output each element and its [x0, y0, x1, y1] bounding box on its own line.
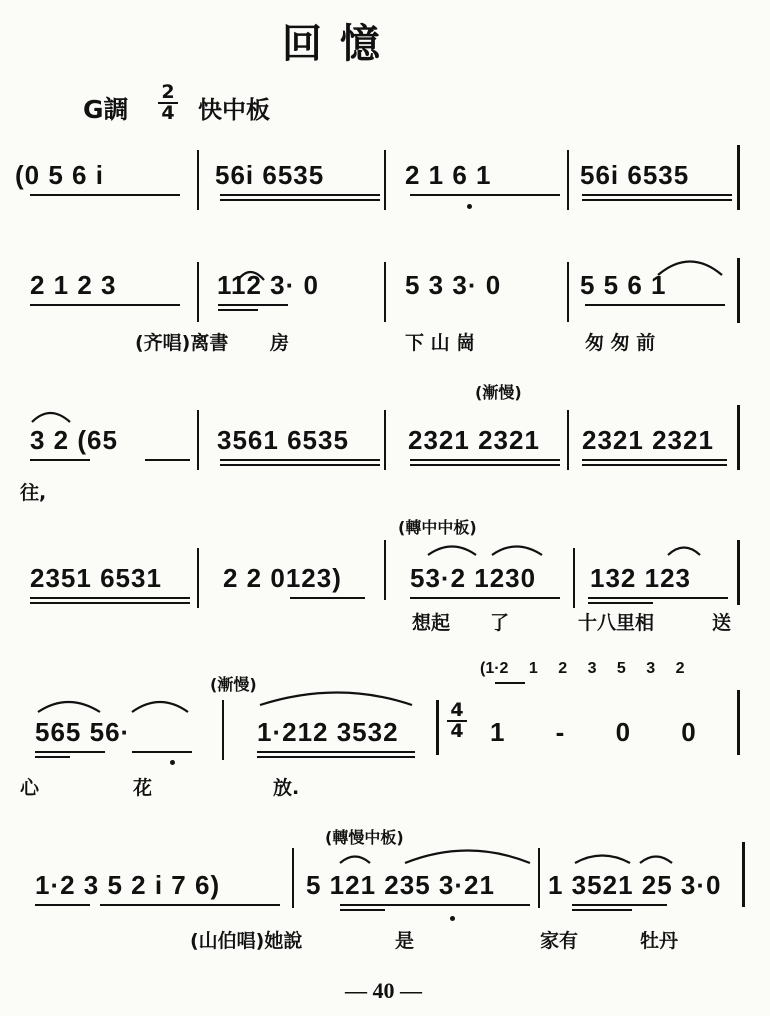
time-top: 2	[161, 81, 175, 103]
lyric: 家有	[540, 930, 579, 952]
underline	[257, 751, 415, 753]
barline	[567, 410, 569, 470]
underline	[100, 904, 280, 906]
measure: (0 5 6 i	[15, 160, 104, 190]
underline	[582, 199, 732, 201]
underline	[35, 756, 70, 758]
lyric: 送	[712, 612, 732, 634]
underline	[572, 904, 667, 906]
barline	[292, 848, 294, 908]
page-title: 回 憶	[282, 20, 382, 67]
time-bottom: 4	[450, 720, 464, 742]
measure: 1·212 3532	[257, 717, 399, 747]
underline	[340, 904, 530, 906]
underline	[588, 597, 728, 599]
measure: 2351 6531	[30, 563, 162, 593]
barline	[384, 150, 386, 210]
slur	[428, 547, 476, 556]
underline	[410, 597, 560, 599]
measure: 112 3· 0	[217, 270, 319, 300]
lyric: 牡丹	[640, 930, 679, 952]
slur	[260, 693, 412, 706]
underline	[410, 464, 560, 466]
measure: 53·2 1230	[410, 563, 537, 593]
underline	[35, 751, 105, 753]
barline	[737, 540, 740, 605]
time-signature	[447, 699, 467, 742]
time-bottom: 4	[161, 102, 175, 124]
measure: 565 56·	[35, 717, 131, 747]
underline	[495, 682, 525, 684]
slur	[38, 702, 100, 712]
measure: 5 3 3· 0	[405, 270, 502, 300]
tempo-annotation: (漸慢)	[475, 383, 522, 402]
lyric: 匆 匆 前	[585, 332, 656, 354]
underline	[30, 602, 190, 604]
underline	[35, 904, 90, 906]
barline	[737, 145, 740, 210]
measure: 1 3521 25 3·0	[548, 870, 722, 900]
underline	[257, 756, 415, 758]
measure: 132 123	[590, 563, 691, 593]
slur	[132, 702, 188, 712]
lyric: 十八里相	[578, 612, 655, 634]
barline	[737, 405, 740, 470]
octave-dot	[450, 916, 455, 921]
key-signature: G調	[83, 95, 129, 124]
measure: 2 2 0123)	[223, 563, 342, 593]
barline	[197, 262, 199, 322]
lyric: 是	[395, 930, 415, 952]
barline	[567, 262, 569, 322]
measure: 56i 6535	[215, 160, 325, 190]
underline	[588, 602, 653, 604]
underline	[582, 194, 732, 196]
measure: 1 - 0 0	[490, 717, 697, 747]
measure: 3561 6535	[217, 425, 349, 455]
barline	[567, 150, 569, 210]
barline	[197, 548, 199, 608]
time-signature	[158, 81, 178, 124]
lyric: 想起	[412, 612, 451, 634]
barline	[737, 258, 740, 323]
underline	[585, 304, 725, 306]
barline	[737, 690, 740, 755]
slur	[658, 262, 722, 276]
lyric: 心	[20, 777, 40, 799]
barline	[222, 700, 224, 760]
underline	[582, 464, 727, 466]
underline	[30, 194, 180, 196]
underline	[410, 194, 560, 196]
barline	[384, 262, 386, 322]
barline	[384, 410, 386, 470]
slur	[340, 857, 370, 864]
underline	[220, 194, 380, 196]
tempo-annotation: (轉中中板)	[398, 518, 477, 537]
underline	[290, 597, 365, 599]
lyric: (齐唱)离書	[135, 332, 229, 354]
lyric: 房	[270, 332, 290, 354]
tempo-annotation: (漸慢)	[210, 675, 257, 694]
underline	[220, 459, 380, 461]
measure: 2 1 6 1	[405, 160, 492, 190]
slur	[405, 851, 530, 864]
underline	[30, 304, 180, 306]
barline	[197, 150, 199, 210]
measure: 2321 2321	[582, 425, 714, 455]
octave-dot	[170, 760, 175, 765]
lyric: 花	[133, 777, 153, 799]
underline	[218, 309, 258, 311]
slur	[640, 857, 672, 864]
slur	[575, 856, 630, 864]
measure: 1·2 3 5 2 i 7 6)	[35, 870, 221, 900]
ossia-line: (1·2 1 2 3 5 3 2	[480, 660, 685, 677]
underline	[132, 751, 192, 753]
measure: 3 2 (65	[30, 425, 118, 455]
underline	[30, 597, 190, 599]
underline	[572, 909, 632, 911]
underline	[340, 909, 385, 911]
slur	[492, 547, 542, 556]
measure: 56i 6535	[580, 160, 690, 190]
slur	[32, 413, 70, 422]
tempo-annotation: (轉慢中板)	[325, 828, 404, 847]
measure: 5 121 235 3·21	[306, 870, 495, 900]
double-barline	[436, 700, 439, 755]
octave-dot	[467, 204, 472, 209]
barline	[197, 410, 199, 470]
lyric: 了	[490, 612, 510, 634]
page-number: — 40 —	[345, 978, 422, 1003]
barline	[573, 548, 575, 608]
lyric: 下 山 崗	[405, 332, 476, 354]
tempo-marking: 快中板	[198, 96, 270, 124]
barline	[538, 848, 540, 908]
slur	[668, 548, 700, 556]
barline	[742, 842, 745, 907]
lyric: (山伯唱)她說	[190, 930, 303, 952]
lyric: 往,	[20, 482, 47, 504]
lyric: 放.	[273, 777, 300, 799]
time-top: 4	[450, 699, 464, 721]
measure: 2 1 2 3	[30, 270, 117, 300]
underline	[218, 304, 288, 306]
underline	[145, 459, 190, 461]
barline	[384, 540, 386, 600]
measure: 2321 2321	[408, 425, 540, 455]
underline	[410, 459, 560, 461]
underline	[220, 199, 380, 201]
underline	[30, 459, 90, 461]
underline	[582, 459, 727, 461]
underline	[220, 464, 380, 466]
measure: 5 5 6 1	[580, 270, 667, 300]
